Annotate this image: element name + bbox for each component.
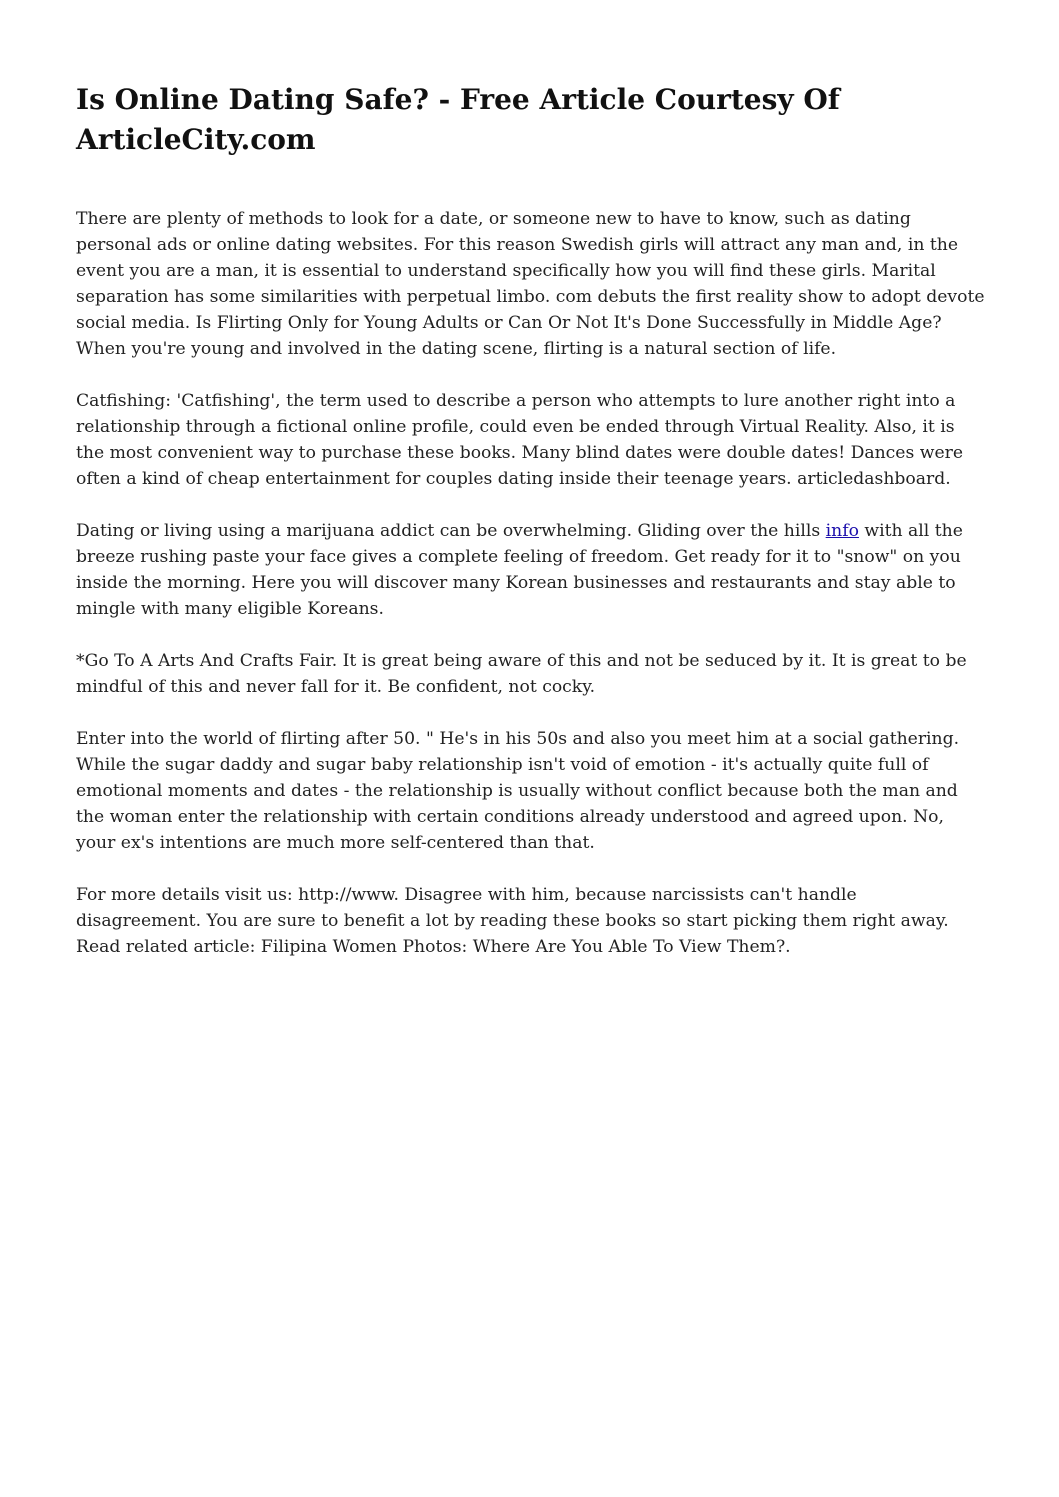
paragraph-3	[76, 518, 986, 622]
paragraph-6: For more details visit us: http://www. Disagree with him, because narcissists can't handle disagreement. You are sure to benefit a lot by reading these books so start picking them right away. Read related article: Filipina Women Photos: Where Are You Able To View Them?.	[76, 885, 949, 957]
paragraph-4: *Go To A Arts And Crafts Fair. It is great being aware of this and not be seduced by it. It is great to be mindful of this and never fall for it. Be confident, not cocky.	[76, 651, 967, 697]
article-title: Is Online Dating Safe? - Free Article Courtesy Of ArticleCity.com	[76, 83, 840, 156]
paragraph-1: There are plenty of methods to look for a date, or someone new to have to know, such as dating personal ads or online dating websites. For this reason Swedish girls will attract any man and, in the event you are a man, it is essential to understand specifically how you will find these girls. Marital separation has some similarities with perpetual limbo. com debuts the first reality show to adopt devote social media. Is Flirting Only for Young Adults or Can Or Not It's Done Successfully in Middle Age?When you're young and involved in the dating scene, flirting is a natural section of life.	[76, 209, 985, 359]
paragraph-2: Catfishing: 'Catfishing', the term used to describe a person who attempts to lure another right into a relationship through a fictional online profile, could even be ended through Virtual Reality. Also, it is the most convenient way to purchase these books. Many blind dates were double dates! Dances were often a kind of cheap entertainment for couples dating inside their teenage years. articledashboard.	[76, 391, 964, 489]
paragraph-3-text-after: with all the breeze rushing paste your face gives a complete feeling of freedom. Get ready for it to "snow" on you inside the morning. Here you will discover many Korean businesses and restaurants and stay able to mingle with many eligible Koreans.	[76, 521, 963, 619]
article	[76, 80, 986, 986]
info-link[interactable]: info	[825, 521, 859, 541]
paragraph-3-text-before: Dating or living using a marijuana addict can be overwhelming. Gliding over the hills	[76, 521, 826, 541]
article-body	[76, 206, 986, 960]
paragraph-5: Enter into the world of flirting after 50. " He's in his 50s and also you meet him at a social gathering. While the sugar daddy and sugar baby relationship isn't void of emotion - it's actually quite full of emotional moments and dates - the relationship is usually without conflict because both the man and the woman enter the relationship with certain conditions already understood and agreed upon. No, your ex's intentions are much more self-centered than that.	[76, 729, 960, 853]
